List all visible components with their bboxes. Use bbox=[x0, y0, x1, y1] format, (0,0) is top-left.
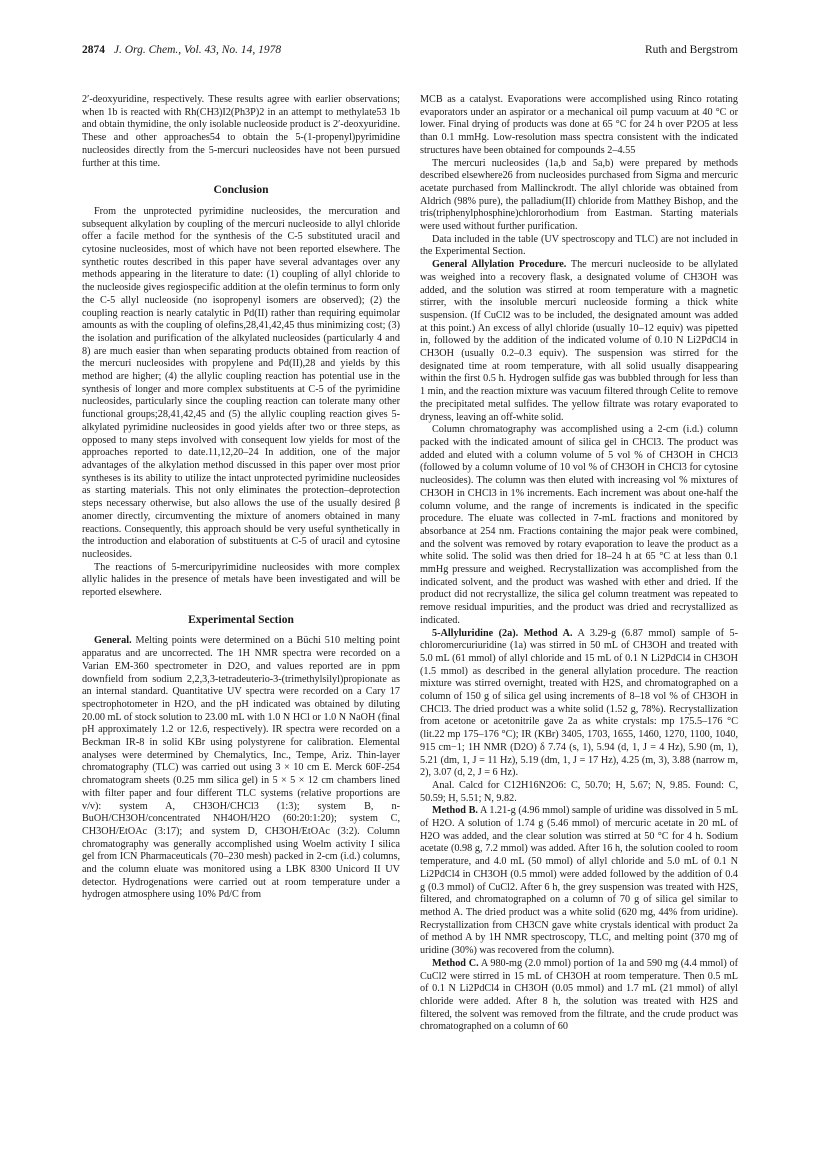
paragraph bbox=[420, 958, 738, 1034]
running-header bbox=[82, 44, 738, 60]
paragraph bbox=[82, 635, 400, 902]
paragraph bbox=[420, 628, 738, 780]
paragraph: 2′-deoxyuridine, respectively. These results agree with earlier observations; when 1b is reacted with Rh(CH3)I2(Ph3P)2 in an attempt to methylate53 1b and obtain thymidine, the only isolable nucleoside product is 2′-deoxyuridine. These and other approaches54 to obtain the 5-(1-propenyl)pyrimidine nucleosides directly from the 5-mercuri nucleosides have not been pursued further at this time. bbox=[82, 94, 400, 169]
paragraph-text: The mercuri nucleoside to be allylated was weighed into a recovery flask, a designated volume of CH3OH was added, and the solution was stirred at room temperature with a magnetic stirrer, with the insoluble mercuri nucleoside forming a thick white suspension. (If CuCl2 was to be included, the designated amount was added at this point.) An excess of allyl chloride (usually 10–12 equiv) was pipetted in, followed by the addition of the indicated volume of 0.10 N Li2PdCl4 in CH3OH (usually 0.2–0.3 equiv). The suspension was stirred for the designated time at room temperature, with all solid usually disappearing within the first 0.5 h. Hydrogen sulfide gas was bubbled through for less than 1 min, and the reaction mixture was vacuum filtered through Celite to remove the precipitated metal sulfides. The yellow filtrate was rotary evaporated to dryness, leaving an off-white solid. bbox=[420, 259, 738, 423]
paragraph bbox=[420, 805, 738, 957]
runin-label: General Allylation Procedure. bbox=[432, 259, 567, 271]
experimental-heading: Experimental Section bbox=[188, 613, 294, 626]
paragraph: Data included in the table (UV spectroscopy and TLC) are not included in the Experimental Section. bbox=[420, 233, 738, 258]
runin-label: Method C. bbox=[432, 957, 479, 969]
paragraph: The reactions of 5-mercuripyrimidine nucleosides with more complex allylic halides in the presence of metals have been investigated and will be reported elsewhere. bbox=[82, 561, 400, 599]
journal-citation: J. Org. Chem., Vol. 43, No. 14, 1978 bbox=[113, 44, 282, 56]
conclusion-heading: Conclusion bbox=[213, 184, 269, 197]
paragraph-text: A 980-mg (2.0 mmol) portion of 1a and 590 mg (4.4 mmol) of CuCl2 were stirred in 15 mL of CH3OH at room temperature. Then 0.5 mL of 0.1 N Li2PdCl4 in CH3OH (0.05 mmol) and 1.7 mL (21 mmol) of allyl chloride were added. After 8 h, the solution was treated with H2S and filtered, the solvent was removed from the filtrate, and the crude product was chromatographed on a column of 60 bbox=[420, 957, 738, 1033]
header-left bbox=[82, 44, 281, 56]
runin-label: 5-Allyluridine (2a). Method A. bbox=[432, 627, 573, 639]
paragraph: MCB as a catalyst. Evaporations were accomplished using Rinco rotating evaporators under an aspirator or a mechanical oil pump vacuum at 40 °C or lower. Final drying of products was done at 65 °C for 24 h over P2O5 at less than 0.1 mmHg. Low-resolution mass spectra consistent with the indicated structures have been obtained for compounds 2–4.55 bbox=[420, 94, 738, 156]
runin-label: General. bbox=[94, 635, 132, 647]
page-number: 2874 bbox=[82, 44, 105, 56]
paragraph bbox=[420, 259, 738, 424]
paragraph-text: Melting points were determined on a Büchi 510 melting point apparatus and are uncorrected. The 1H NMR spectra were recorded on a Varian EM-360 spectrometer in D2O, and values reported are in ppm downfield from sodium 2,2,3,3-tetradeuterio-3-(trimethylsilyl)propionate as an internal standard. Quantitative UV spectra were recorded on a Cary 17 spectrophotometer in H2O, and the pH indicated was obtained by diluting 20.00 mL of stock solution to 23.00 mL with 1.0 N HCl or 1.0 N NaOH (final pH approximately 1.2 or 12.6, respectively). IR spectra were recorded on a Beckman IR-8 in solid KBr using polystyrene for calibration. Elemental analyses were determined by Chemalytics, Inc., Tempe, Ariz. Thin-layer chromatography (TLC) was carried out using 3 × 10 cm E. Merck 60F-254 chromatogram sheets (0.25 mm silica gel) in 5 × 5 × 12 cm chambers lined with filter paper and four different TLC systems (relative proportions are v/v): system A, CH3OH/CHCl3 (1:3); system B, n-BuOH/CH3OH/concentrated NH4OH/H2O (60:20:1:20); system C, CH3OH/EtOAc (3:17); and system D, CH3OH/EtOAc (3:2). Column chromatography was generally accomplished using Woelm activity I silica gel from ICN Pharmaceuticals (70–230 mesh) packed in 2-cm (i.d.) columns, and the column eluate was monitored using a LBK 8300 Unicord II UV detector. Hydrogenations were carried out at room temperature under a hydrogen atmosphere using 10% Pd/C from bbox=[82, 635, 400, 901]
paragraph: The mercuri nucleosides (1a,b and 5a,b) were prepared by methods described elsewhere26 from nucleosides purchased from Sigma and mercuric acetate purchased from Mallinckrodt. The allyl chloride was obtained from Aldrich (98% pure), the palladium(II) chloride from Matthey Bishop, and the tris(triphenylphosphine)chlororhodium from Eastman. Starting materials were used without further purification. bbox=[420, 157, 738, 233]
header-authors: Ruth and Bergstrom bbox=[644, 44, 738, 56]
paragraph: Column chromatography was accomplished using a 2-cm (i.d.) column packed with the indicated amount of silica gel in CHCl3. The product was added and eluted with a column volume of 5 vol % of CH3OH in CHCl3 (followed by a column volume of 10 vol % of CH3OH in CHCl3 for cytosine nucleosides). The column was then eluted with increasing vol % mixtures of CH3OH in CHCl3 in 1% increments. Each increment was about one-half the column volume, and the range of increments is indicated in the specific procedure. The eluate was collected in 7-mL fractions and monitored by absorbance at 254 nm. Fractions containing the major peak were combined, and the solvent was removed by rotary evaporation to leave the product as a white solid. The solid was then dried for 18–24 h at 65 °C at less than 0.1 mmHg pressure and weighed. Recrystallization was accomplished from the indicated solvent, and the product was washed with ether and dried. If the product did not recrystallize, the silica gel column treatment was repeated to remove residual impurities, and the product was dried and recrystallized as indicated. bbox=[420, 424, 738, 626]
paragraph: Anal. Calcd for C12H16N2O6: C, 50.70; H, 5.67; N, 9.85. Found: C, 50.59; H, 5.51; N, 9.82. bbox=[420, 779, 738, 804]
paragraph-text: A 1.21-g (4.96 mmol) sample of uridine was dissolved in 5 mL of H2O. A solution of 1.74 g (5.46 mmol) of mercuric acetate in 20 mL of H2O was added, and the clear solution was stirred at 50 °C for 4 h. Sodium acetate (0.98 g, 7.2 mmol) was added. After 16 h, the solution cooled to room temperature, and 4.0 mL (50 mmol) of allyl chloride and 5.0 mL of 0.1 N Li2PdCl4 in CH3OH (0.5 mmol) were added followed by the addition of 0.4 g (0.3 mmol) of CuCl2. After 6 h, the grey suspension was treated with H2S, filtered, and chromatographed on a column of 70 g of silica gel similar to method A. The dried product was a white solid (620 mg, 44% from uridine). Recrystallization from CH3CN gave white crystals identical with product 2a of method A by 1H NMR spectroscopy, TLC, and melting point (370 mg of uridine (30%) was recovered from the column). bbox=[420, 805, 738, 957]
paragraph: From the unprotected pyrimidine nucleosides, the mercuration and subsequent alkylation by coupling of the mercuri nucleoside to allyl chloride offer a facile method for the synthesis of the C-5 substituted uracil and cytosine nucleosides, most of which have not been reported elsewhere. The synthetic routes described in this paper have several advantages over any methods appearing in the literature to date: (1) coupling of allyl chloride to the nucleoside gives regiospecific addition at the olefin terminus to form only the C-5 allyl nucleoside (no isopropenyl isomers are observed); (2) the coupling reaction is nearly catalytic in Pd(II) rather than requiring equimolar amounts as with the coupling of olefins,28,41,42,45 thus minimizing cost; (3) the isolation and purification of the alkylated nucleosides (particularly 4 and 8) are much easier than when separating products obtained from reaction of the mercuri nucleosides with propylene and Pd(II),28 and yields by this method are higher; (4) the allylic coupling reaction has potential use in the synthesis of longer and more complex substituents at C-5 of the pyrimidine nucleosides, particularly since the coupling reaction can tolerate many other functional groups;28,41,42,45 and (5) the allylic coupling reaction gives 5-alkylated pyrimidine nucleosides in good yields after two or three steps, as opposed to many steps involved with consequent low yields for most of the approaches reported to date.11,12,20–24 In addition, one of the major advantages of the alkylation method discussed in this paper over most prior syntheses is its ability to utilize the intact unprotected pyrimidine nucleosides as starting materials. This not only eliminates the protection–deprotection steps necessary otherwise, but also allows the use of the usually desired β anomer directly, circumventing the mixture of anomers obtained in many reactions. Consequently, this approach should be very useful synthetically in the introduction and elaboration of substituents at C-5 of uracil and cytosine nucleosides. bbox=[82, 205, 400, 560]
runin-label: Method B. bbox=[432, 805, 478, 817]
left-column bbox=[82, 94, 400, 902]
paragraph-text: A 3.29-g (6.87 mmol) sample of 5-chloromercuriuridine (1a) was stirred in 50 mL of CH3OH and treated with 5.0 mL (61 mmol) of allyl chloride and 15 mL of 0.1 N Li2PdCl4 in CH3OH (1.5 mmol) as described in the general allylation procedure. The reaction mixture was stirred overnight, treated with H2S, and chromatographed on a column of 150 g of silica gel using increments of 8–18 vol % of CH3OH in CHCl3. The dried product was a white solid (1.52 g, 78%). Recrystallization from acetone or acetonitrile gave 2a as white crystals: mp 175.5–176 °C (lit.22 mp 175–176 °C); IR (KBr) 3405, 1703, 1655, 1460, 1270, 1100, 1040, 915 cm−1; 1H NMR (D2O) δ 7.74 (s, 1), 5.94 (d, 1, J = 4 Hz), 5.90 (m, 1), 5.21 (dm, 1, J = 11 Hz), 5.19 (dm, 1, J = 17 Hz), 4.25 (m, 3), 3.88 (narrow m, 2), 3.07 (d, 2, J = 6 Hz). bbox=[420, 627, 738, 779]
right-column bbox=[420, 94, 738, 1034]
